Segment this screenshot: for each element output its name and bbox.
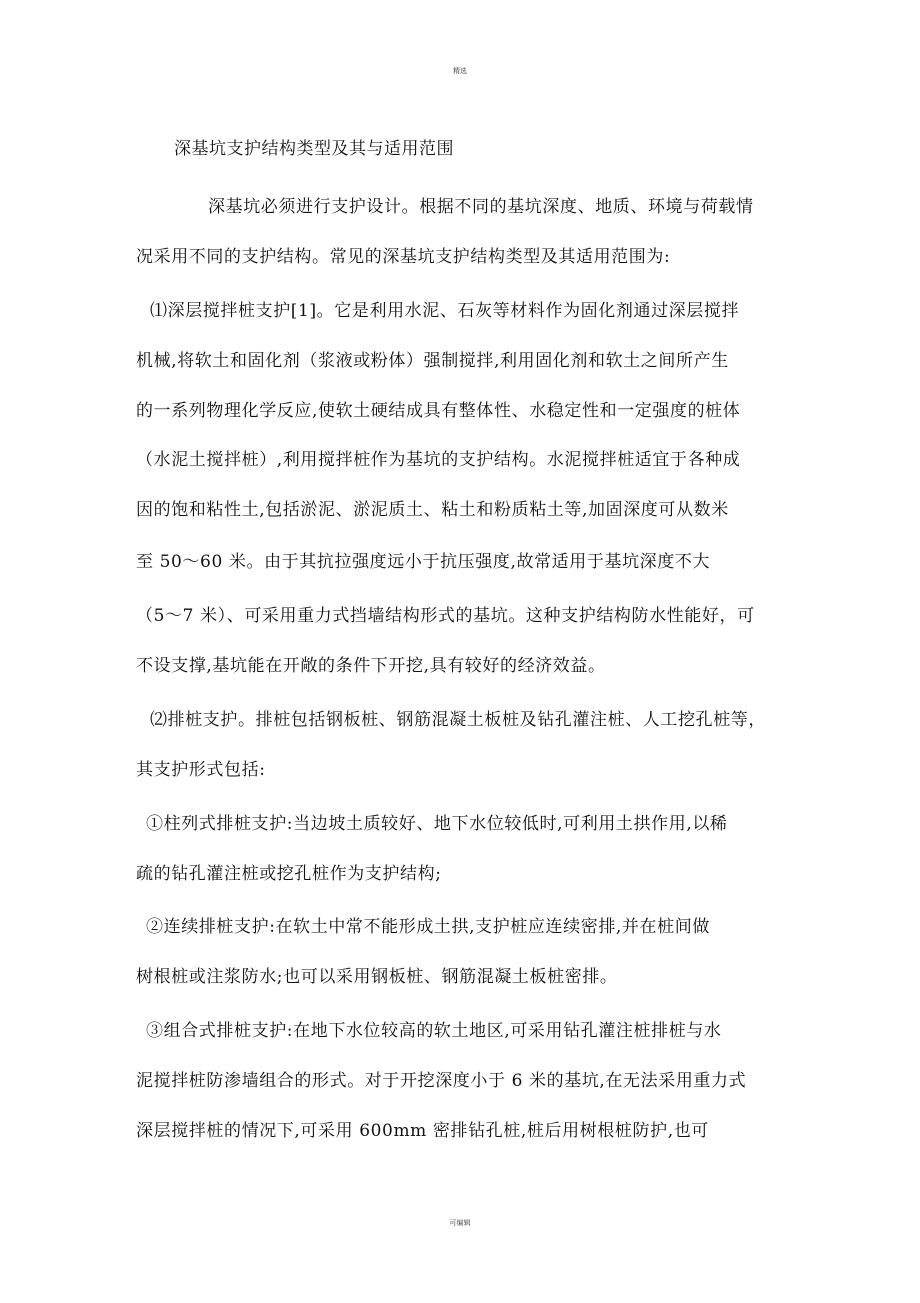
document-title: 深基坑支护结构类型及其与适用范围 <box>174 139 454 159</box>
paragraph-line: 况采用不同的支护结构。常见的深基坑支护结构类型及其适用范围为: <box>136 247 671 267</box>
paragraph-line: 疏的钻孔灌注桩或挖孔桩作为支护结构; <box>136 864 442 884</box>
footer-watermark: 可编辑 <box>449 1219 471 1227</box>
paragraph-line: 至 50～60 米。由于其抗拉强度远小于抗压强度,故常适用于基坑深度不大 <box>136 552 711 572</box>
paragraph-line: ⑵排桩支护。排桩包括钢板桩、钢筋混凝土板桩及钻孔灌注桩、人工挖孔桩等， <box>150 710 766 730</box>
paragraph-line: ⑴深层搅拌桩支护[1]。它是利用水泥、石灰等材料作为固化剂通过深层搅拌 <box>150 301 740 321</box>
paragraph-line: 不设支撑,基坑能在开敞的条件下开挖,具有较好的经济效益。 <box>136 656 606 676</box>
paragraph-line: 泥搅拌桩防渗墙组合的形式。对于开挖深度小于 6 米的基坑,在无法采用重力式 <box>136 1071 747 1091</box>
paragraph-line: （水泥土搅拌桩）,利用搅拌桩作为基坑的支护结构。水泥搅拌桩适宜于各种成 <box>136 450 741 470</box>
paragraph-line: 因的饱和粘性土,包括淤泥、淤泥质土、粘土和粉质粘土等,加固深度可从数米 <box>136 500 729 520</box>
paragraph-line: 深层搅拌桩的情况下,可采用 600mm 密排钻孔桩,桩后用树根桩防护,也可 <box>136 1121 709 1141</box>
paragraph-line: 深基坑必须进行支护设计。根据不同的基坑深度、地质、环境与荷载情 <box>208 197 754 217</box>
paragraph-line: 其支护形式包括: <box>136 760 266 780</box>
paragraph-line: ①柱列式排桩支护:当边坡土质较好、地下水位较低时,可利用土拱作用,以稀 <box>146 814 728 834</box>
paragraph-line: （5～7 米）、可采用重力式挡墙结构形式的基坑。这种支护结构防水性能好，可 <box>136 606 755 626</box>
paragraph-line: 机械,将软土和固化剂（浆液或粉体）强制搅拌,利用固化剂和软土之间所产生 <box>136 351 729 371</box>
paragraph-line: ③组合式排桩支护:在地下水位较高的软土地区,可采用钻孔灌注桩排桩与水 <box>146 1021 722 1041</box>
header-watermark: 精选 <box>453 67 467 75</box>
paragraph-line: ②连续排桩支护:在软土中常不能形成土拱,支护桩应连续密排,并在桩间做 <box>146 917 710 937</box>
paragraph-line: 树根桩或注浆防水;也可以采用钢板桩、钢筋混凝土板桩密排。 <box>136 967 618 987</box>
paragraph-line: 的一系列物理化学反应,使软土硬结成具有整体性、水稳定性和一定强度的桩体 <box>136 401 741 421</box>
